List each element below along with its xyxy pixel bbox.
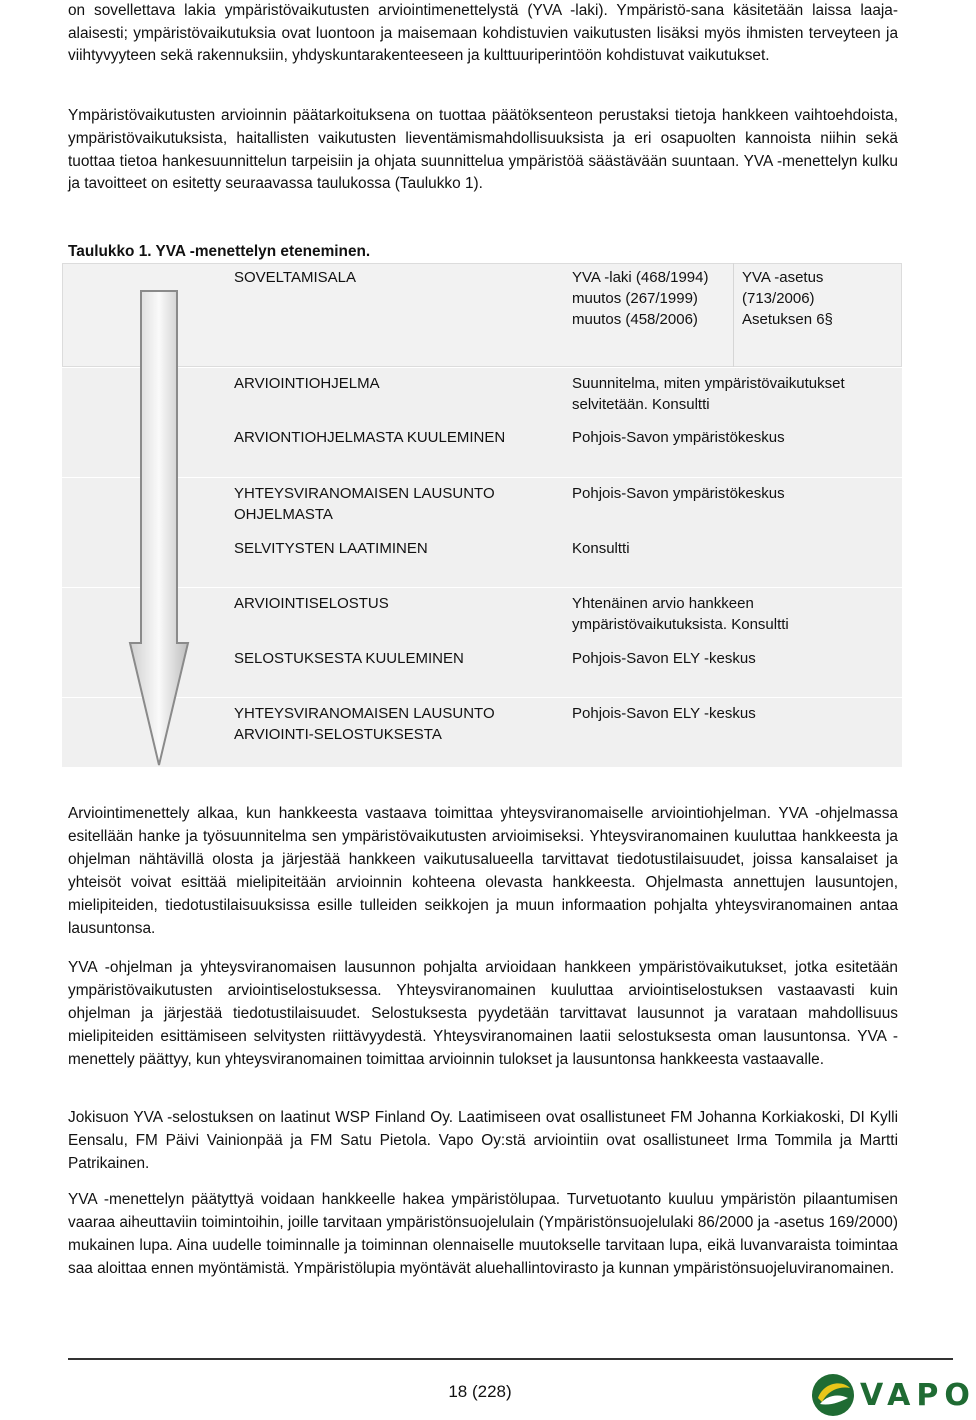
step-label: SELOSTUKSESTA KUULEMINEN <box>234 650 464 667</box>
step-label: ARVIOINTIOHJELMA <box>234 375 380 392</box>
header-decree-line: YVA -asetus <box>742 269 824 286</box>
paragraph-permit: YVA -menettelyn päätyttyä voidaan hankkeelle hakea ympäristölupaa. Turvetuotanto kuuluu ympäristön pilaantumisen vaaraa aiheuttaviin toimintoihin, joille tarvitaan ympäristönsuojelulain (Ympäristönsuojelulaki 86/2000 ja -asetus 169/2000) mukainen lupa. Aina uudelle toiminnalle ja toiminnan olennaiselle muutokselle tarvitaan lupa, eikä luvanvaraista toimintaa saa aloittaa ennen myöntämistä. Ympäristölupia myöntävät aluehallintovirasto ja kunnan ympäristönsuojeluviranomainen. <box>68 1191 898 1277</box>
header-decree-line: (713/2006) <box>742 290 815 307</box>
table-caption: Taulukko 1. YVA -menettelyn eteneminen. <box>68 243 371 260</box>
paragraph-intro: on sovellettava lakia ympäristövaikutusten arviointimenettelystä (YVA -laki). Ympäristö-sana käsitetään laissa laaja-alaisesti; ympäristövaikutuksia ovat luontoon ja maisemaan kohdistuvien vaikutusten lisäksi myös ihmisten terveyteen ja viihtyvyyteen sekä rakennuksiin, yhdyskuntarakenteeseen ja kulttuuriperintöön kohdistuvat vaikutukset. <box>68 2 898 64</box>
step-label: ARVIOINTISELOSTUS <box>234 595 389 612</box>
header-scope: SOVELTAMISALA <box>234 269 356 286</box>
header-law-line: muutos (458/2006) <box>572 311 698 328</box>
step-actor: Konsultti <box>572 540 630 557</box>
header-law-line: muutos (267/1999) <box>572 290 698 307</box>
yva-process-table <box>62 263 902 766</box>
step-actor: Suunnitelma, miten ympäristövaikutukset selvitetään. Konsultti <box>572 375 845 413</box>
step-actor: Pohjois-Savon ELY -keskus <box>572 705 756 722</box>
header-law <box>572 267 708 330</box>
paragraph-procedure-start: Arviointimenettely alkaa, kun hankkeesta vastaava toimittaa yhteysviranomaiselle arviointiohjelman. YVA -ohjelmassa esitellään hanke ja työsuunnitelma sen ympäristövaikutusten arvioimiseksi. Yhteysviranomainen kuuluttaa hankkeesta ja ohjelman nähtävillä olosta ja järjestää hankkeen vaikutusalueella tarvittavat tiedotustilaisuudet, joissa kansalaiset ja yhteisöt voivat esittää mielipiteitään arvioinnin kohteena olevasta hankkeesta. Ohjelmasta annettujen lausuntojen, mielipiteiden, tiedotustilaisuuksissa esille tulleiden seikkojen ja muun informaation pohjalta yhteysviranomainen antaa lausuntonsa. <box>68 805 898 937</box>
footer-divider <box>68 1358 953 1360</box>
step-actor: Pohjois-Savon ympäristökeskus <box>572 429 785 446</box>
header-decree <box>742 267 833 330</box>
step-label: YHTEYSVIRANOMAISEN LAUSUNTO ARVIOINTI-SELOSTUKSESTA <box>234 705 495 743</box>
vapo-logo-text: VAPO <box>860 1378 976 1413</box>
paragraph-purpose: Ympäristövaikutusten arvioinnin päätarkoituksena on tuottaa päätöksenteon perustaksi tietoja hankkeen vaihtoehdoista, ympäristövaikutuksista, haitallisten vaikutusten lieventämismahdollisuuksista ja eri osapuolten kannoista niihin sekä tuottaa tietoa hankesuunnittelun tarpeisiin ja ohjata suunnittelua ympäristöä säästävään suuntaan. YVA -menettelyn kulku ja tavoitteet on esitetty seuraavassa taulukossa (Taulukko 1). <box>68 107 898 193</box>
step-actor: Pohjois-Savon ympäristökeskus <box>572 485 785 502</box>
header-divider <box>733 263 734 367</box>
paragraph-assessment: YVA -ohjelman ja yhteysviranomaisen lausunnon pohjalta arvioidaan hankkeen ympäristövaikutukset, jotka esitetään ympäristövaikutusten arviointiselostuksessa. Yhteysviranomainen kuuluttaa arviointiselostuksen vastaavasti kuin ohjelman ja järjestää tiedotustilaisuudet. Selostuksesta pyydetään tarvittavat lausunnot ja varataan mahdollisuus mielipiteiden esittämiseen selvitysten riittävyydestä. Yhteysviranomainen laatii selostuksesta oman lausuntonsa. YVA -menettely päättyy, kun yhteysviranomainen toimittaa arvioinnin tulokset ja lausuntonsa hankkeesta vastaavalle. <box>68 959 898 1068</box>
step-actor: Yhtenäinen arvio hankkeen ympäristövaikutuksista. Konsultti <box>572 595 789 633</box>
step-label: SELVITYSTEN LAATIMINEN <box>234 540 428 557</box>
vapo-logo-icon <box>810 1372 856 1418</box>
header-decree-line: Asetuksen 6§ <box>742 311 833 328</box>
step-actor: Pohjois-Savon ELY -keskus <box>572 650 756 667</box>
header-law-line: YVA -laki (468/1994) <box>572 269 709 286</box>
step-label: YHTEYSVIRANOMAISEN LAUSUNTO OHJELMASTA <box>234 485 495 523</box>
paragraph-authors: Jokisuon YVA -selostuksen on laatinut WSP Finland Oy. Laatimiseen ovat osallistuneet FM Johanna Korkiakoski, DI Kylli Eensalu, FM Päivi Vainionpää ja FM Satu Pietola. Vapo Oy:stä arviointiin ovat osallistuneet Irma Tommila ja Martti Patrikainen. <box>68 1109 898 1172</box>
step-label: ARVIONTIOHJELMASTA KUULEMINEN <box>234 429 506 446</box>
page-number: 18 (228) <box>448 1382 512 1401</box>
process-arrow <box>128 283 190 768</box>
